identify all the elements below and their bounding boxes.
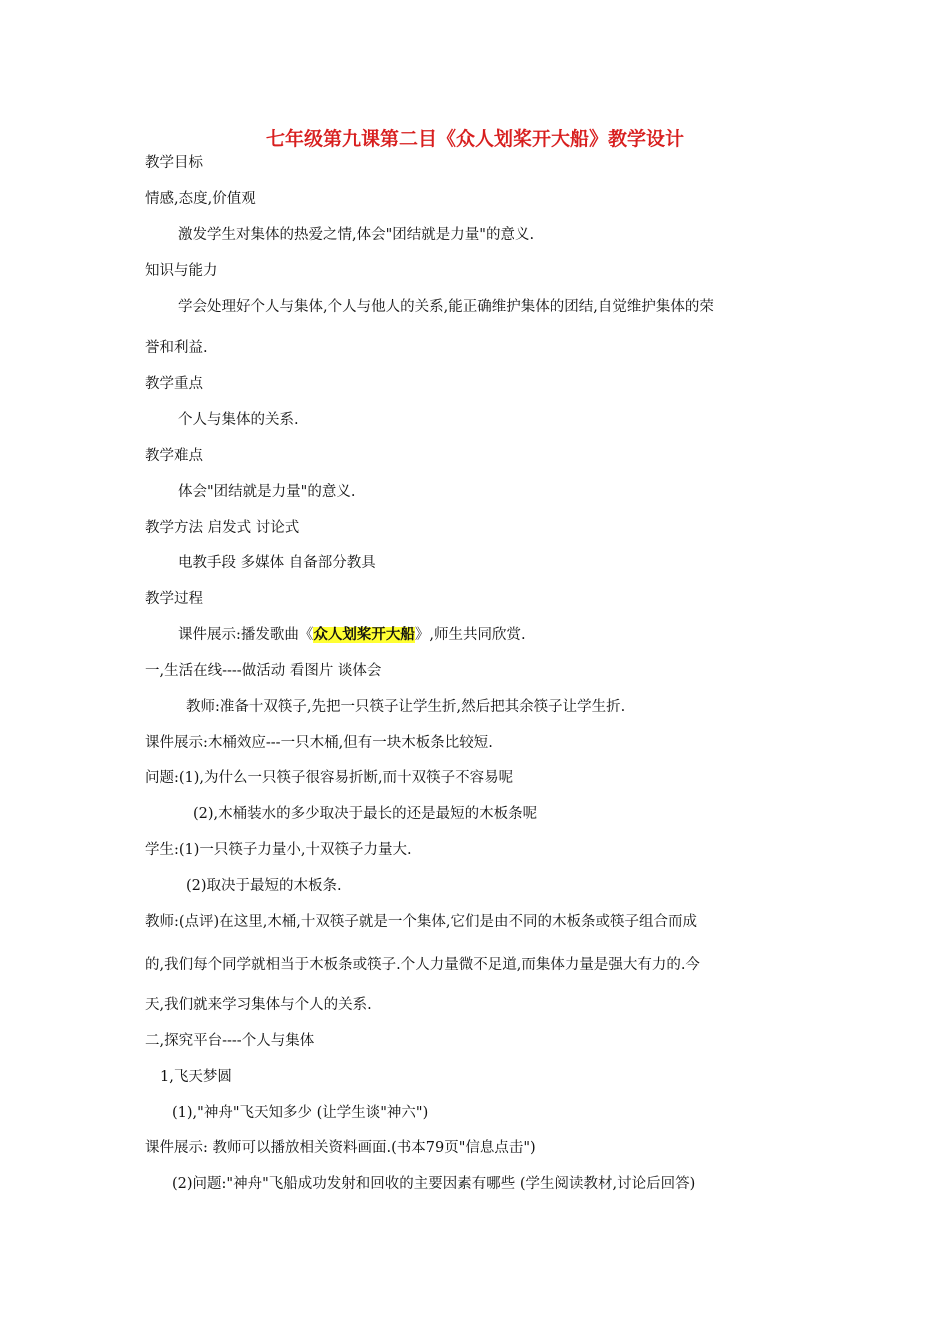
paragraph-line: 激发学生对集体的热爱之情,体会"团结就是力量"的意义. xyxy=(178,227,535,243)
section-heading-1: 一,生活在线----做活动 看图片 谈体会 xyxy=(145,663,382,679)
paragraph-line: 天,我们就来学习集体与个人的关系. xyxy=(145,997,372,1013)
paragraph-line: 的,我们每个同学就相当于木板条或筷子.个人力量微不足道,而集体力量是强大有力的.今 xyxy=(145,957,700,973)
text-run: 》,师生共同欣赏. xyxy=(414,627,526,643)
text-run: 课件展示:播发歌曲《 xyxy=(178,627,314,643)
paragraph-line: (2)取决于最短的木板条. xyxy=(186,878,342,894)
document-title: 七年级第九课第二目《众人划桨开大船》教学设计 xyxy=(265,128,684,150)
highlighted-song-title: 众人划桨开大船 xyxy=(313,627,415,643)
paragraph-line: 电教手段 多媒体 自备部分教具 xyxy=(178,555,376,571)
heading-difficulties: 教学难点 xyxy=(145,448,203,464)
paragraph-line: 体会"团结就是力量"的意义. xyxy=(178,484,356,500)
heading-teaching-method: 教学方法 启发式 讨论式 xyxy=(145,520,300,536)
paragraph-line: 学生:(1)一只筷子力量小,十双筷子力量大. xyxy=(145,842,412,858)
subheading-emotion-attitude-values: 情感,态度,价值观 xyxy=(145,191,256,207)
paragraph-line: 教师:准备十双筷子,先把一只筷子让学生折,然后把其余筷子让学生折. xyxy=(186,699,626,715)
heading-teaching-objectives: 教学目标 xyxy=(145,155,203,171)
paragraph-line: 课件展示: 教师可以播放相关资料画面.(书本79页"信息点击") xyxy=(145,1140,536,1156)
paragraph-line: 个人与集体的关系. xyxy=(178,412,299,428)
subsection-heading: 1,飞天梦圆 xyxy=(160,1069,232,1085)
paragraph-line: (1),"神舟"飞天知多少 (让学生谈"神六") xyxy=(172,1105,429,1121)
subheading-knowledge-ability: 知识与能力 xyxy=(145,263,218,279)
paragraph-line: (2),木桶装水的多少取决于最长的还是最短的木板条呢 xyxy=(193,806,538,822)
heading-teaching-process: 教学过程 xyxy=(145,591,203,607)
paragraph-line: (2)问题:"神舟"飞船成功发射和回收的主要因素有哪些 (学生阅读教材,讨论后回答) xyxy=(172,1176,696,1192)
heading-key-points: 教学重点 xyxy=(145,376,203,392)
paragraph-line: 问题:(1),为什么一只筷子很容易折断,而十双筷子不容易呢 xyxy=(145,770,514,786)
paragraph-line: 课件展示:木桶效应---一只木桶,但有一块木板条比较短. xyxy=(145,735,493,751)
paragraph-line: 誉和利益. xyxy=(145,340,208,356)
section-heading-2: 二,探究平台----个人与集体 xyxy=(145,1033,315,1049)
paragraph-line: 学会处理好个人与集体,个人与他人的关系,能正确维护集体的团结,自觉维护集体的荣 xyxy=(178,299,714,315)
paragraph-line: 教师:(点评)在这里,木桶,十双筷子就是一个集体,它们是由不同的木板条或筷子组合而成 xyxy=(145,914,698,930)
paragraph-line xyxy=(178,625,526,645)
